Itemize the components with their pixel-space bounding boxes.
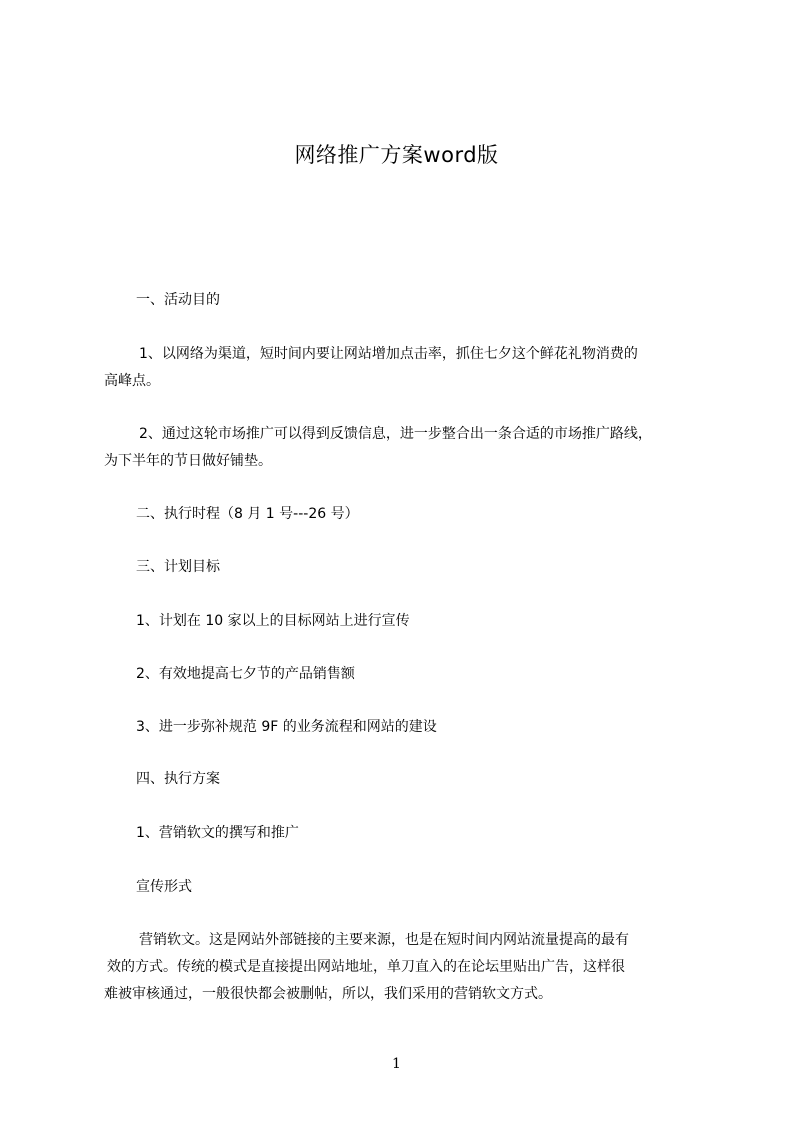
target-item-1: 1、计划在 10 家以上的目标网站上进行宣传 [136, 613, 410, 629]
promo-paragraph-line-1: 营销软文。这是网站外部链接的主要来源，也是在短时间内网站流量提高的最有 [139, 932, 629, 948]
goal-1-line-1: 1、以网络为渠道，短时间内要让网站增加点击率，抓住七夕这个鲜花礼物消费的 [139, 346, 638, 362]
document-title: 网络推广方案word版 [294, 143, 499, 167]
goal-1-line-2: 高峰点。 [104, 373, 160, 389]
goal-2-line-1: 2、通过这轮市场推广可以得到反馈信息，进一步整合出一条合适的市场推广路线， [139, 426, 652, 442]
promo-paragraph-line-3: 难被审核通过，一般很快都会被删帖，所以，我们采用的营销软文方式。 [104, 986, 552, 1002]
section-heading-activity-purpose: 一、活动目的 [136, 292, 220, 308]
target-item-3: 3、进一步弥补规范 9F 的业务流程和网站的建设 [136, 719, 437, 735]
plan-item-1: 1、营销软文的撰写和推广 [136, 825, 299, 841]
section-heading-plan-targets: 三、计划目标 [136, 559, 220, 575]
target-item-2: 2、有效地提高七夕节的产品销售额 [136, 666, 355, 682]
promo-form-heading: 宣传形式 [136, 879, 192, 895]
page-number: 1 [392, 1056, 401, 1072]
goal-2-line-2: 为下半年的节日做好铺垫。 [104, 453, 272, 469]
section-heading-schedule: 二、执行时程（8 月 1 号---26 号） [136, 506, 359, 522]
section-heading-execution-plan: 四、执行方案 [136, 771, 220, 787]
promo-paragraph-line-2: 效的方式。传统的模式是直接提出网站地址，单刀直入的在论坛里贴出广告，这样很 [107, 959, 625, 975]
